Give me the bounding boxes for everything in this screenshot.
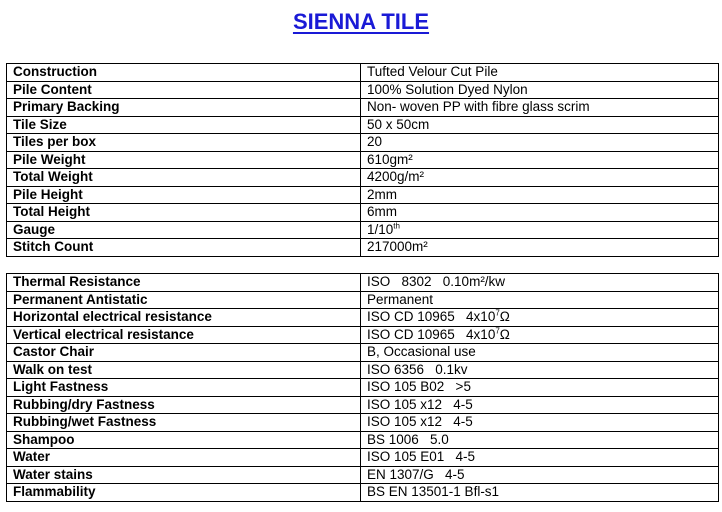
spec-value (361, 344, 719, 362)
spec-value-text: ISO CD 10965 4x10 (367, 326, 496, 342)
spec-value (361, 291, 719, 309)
spec-value-text: EN 1307/G 4-5 (367, 466, 465, 482)
spec-value (361, 239, 719, 257)
spec-label: Rubbing/wet Fastness (7, 414, 361, 432)
spec-label: Primary Backing (7, 99, 361, 117)
spec-label: Tiles per box (7, 134, 361, 152)
table-row (7, 431, 719, 449)
performance-spec-body (7, 274, 719, 502)
spec-value (361, 466, 719, 484)
spec-value-text: ISO 8302 0.10m²/kw (367, 274, 506, 290)
table-row (7, 204, 719, 222)
spec-value-text: 50 x 50cm (367, 116, 430, 132)
spec-value (361, 449, 719, 467)
spec-value (361, 414, 719, 432)
spec-label: Water (7, 449, 361, 467)
spec-value (361, 396, 719, 414)
spec-value-unit: Ω (499, 309, 510, 325)
spec-value-superscript: 7 (495, 308, 500, 318)
spec-value (361, 274, 719, 292)
table-row (7, 169, 719, 187)
spec-label: Tile Size (7, 116, 361, 134)
spec-label: Permanent Antistatic (7, 291, 361, 309)
table-row (7, 64, 719, 82)
spec-value (361, 116, 719, 134)
spec-value (361, 169, 719, 187)
spec-value-text: B, Occasional use (367, 344, 476, 360)
table-row (7, 99, 719, 117)
spec-value (361, 186, 719, 204)
table-row (7, 116, 719, 134)
spec-value-text: 1/10 (367, 221, 394, 237)
spec-value-unit: Ω (499, 326, 510, 342)
spec-label: Castor Chair (7, 344, 361, 362)
spec-value (361, 309, 719, 327)
spec-value (361, 151, 719, 169)
spec-value-text: ISO 105 x12 4-5 (367, 396, 473, 412)
spec-value-text: 100% Solution Dyed Nylon (367, 81, 528, 97)
spec-label: Construction (7, 64, 361, 82)
table-row (7, 396, 719, 414)
spec-label: Vertical electrical resistance (7, 326, 361, 344)
spec-value (361, 64, 719, 82)
table-row (7, 361, 719, 379)
spec-label: Thermal Resistance (7, 274, 361, 292)
spec-value-text: 217000m² (367, 239, 428, 255)
spec-label: Shampoo (7, 431, 361, 449)
table-row (7, 484, 719, 502)
table-row (7, 274, 719, 292)
spec-label: Flammability (7, 484, 361, 502)
table-row (7, 344, 719, 362)
table-row (7, 239, 719, 257)
spec-label: Gauge (7, 221, 361, 239)
spec-value-text: Tufted Velour Cut Pile (367, 64, 498, 80)
spec-label: Water stains (7, 466, 361, 484)
spec-value (361, 81, 719, 99)
table-row (7, 326, 719, 344)
spec-label: Pile Weight (7, 151, 361, 169)
table-row (7, 186, 719, 204)
spec-label: Light Fastness (7, 379, 361, 397)
spec-value-text: Non- woven PP with fibre glass scrim (367, 99, 590, 115)
spec-value (361, 134, 719, 152)
table-row (7, 466, 719, 484)
table-row (7, 151, 719, 169)
table-row (7, 449, 719, 467)
spec-value-text: ISO 105 E01 4-5 (367, 449, 476, 465)
spec-value-text: ISO 105 x12 4-5 (367, 414, 473, 430)
spec-value (361, 431, 719, 449)
spec-value (361, 204, 719, 222)
spec-value (361, 484, 719, 502)
table-row (7, 291, 719, 309)
spec-value-text: 2mm (367, 186, 397, 202)
spec-label: Pile Height (7, 186, 361, 204)
performance-spec-table (6, 273, 719, 502)
spec-label: Rubbing/dry Fastness (7, 396, 361, 414)
spec-value-text: 610gm² (367, 151, 413, 167)
spec-value-text: BS EN 13501-1 Bfl-s1 (367, 484, 500, 500)
spec-value-superscript: th (393, 221, 400, 231)
table-row (7, 81, 719, 99)
spec-value-text: ISO 105 B02 >5 (367, 379, 471, 395)
spec-label: Total Weight (7, 169, 361, 187)
document-title: SIENNA TILE (292, 9, 430, 34)
table-row (7, 134, 719, 152)
spec-value-text: BS 1006 5.0 (367, 431, 449, 447)
spec-value (361, 361, 719, 379)
table-row (7, 221, 719, 239)
spec-label: Stitch Count (7, 239, 361, 257)
spec-value-text: ISO CD 10965 4x10 (367, 309, 496, 325)
spec-value-text: 4200g/m² (367, 169, 425, 185)
spec-value (361, 326, 719, 344)
spec-label: Walk on test (7, 361, 361, 379)
spec-value-superscript: 7 (495, 326, 500, 336)
spec-value (361, 221, 719, 239)
table-row (7, 414, 719, 432)
spec-value-text: ISO 6356 0.1kv (367, 361, 468, 377)
spec-label: Horizontal electrical resistance (7, 309, 361, 327)
spec-value (361, 379, 719, 397)
table-row (7, 379, 719, 397)
spec-value-text: Permanent (367, 291, 434, 307)
table-row (7, 309, 719, 327)
construction-spec-body (7, 64, 719, 257)
spec-value-text: 6mm (367, 204, 397, 220)
spec-value-text: 20 (367, 134, 383, 150)
construction-spec-table (6, 63, 719, 257)
spec-value (361, 99, 719, 117)
spec-label: Pile Content (7, 81, 361, 99)
spec-label: Total Height (7, 204, 361, 222)
